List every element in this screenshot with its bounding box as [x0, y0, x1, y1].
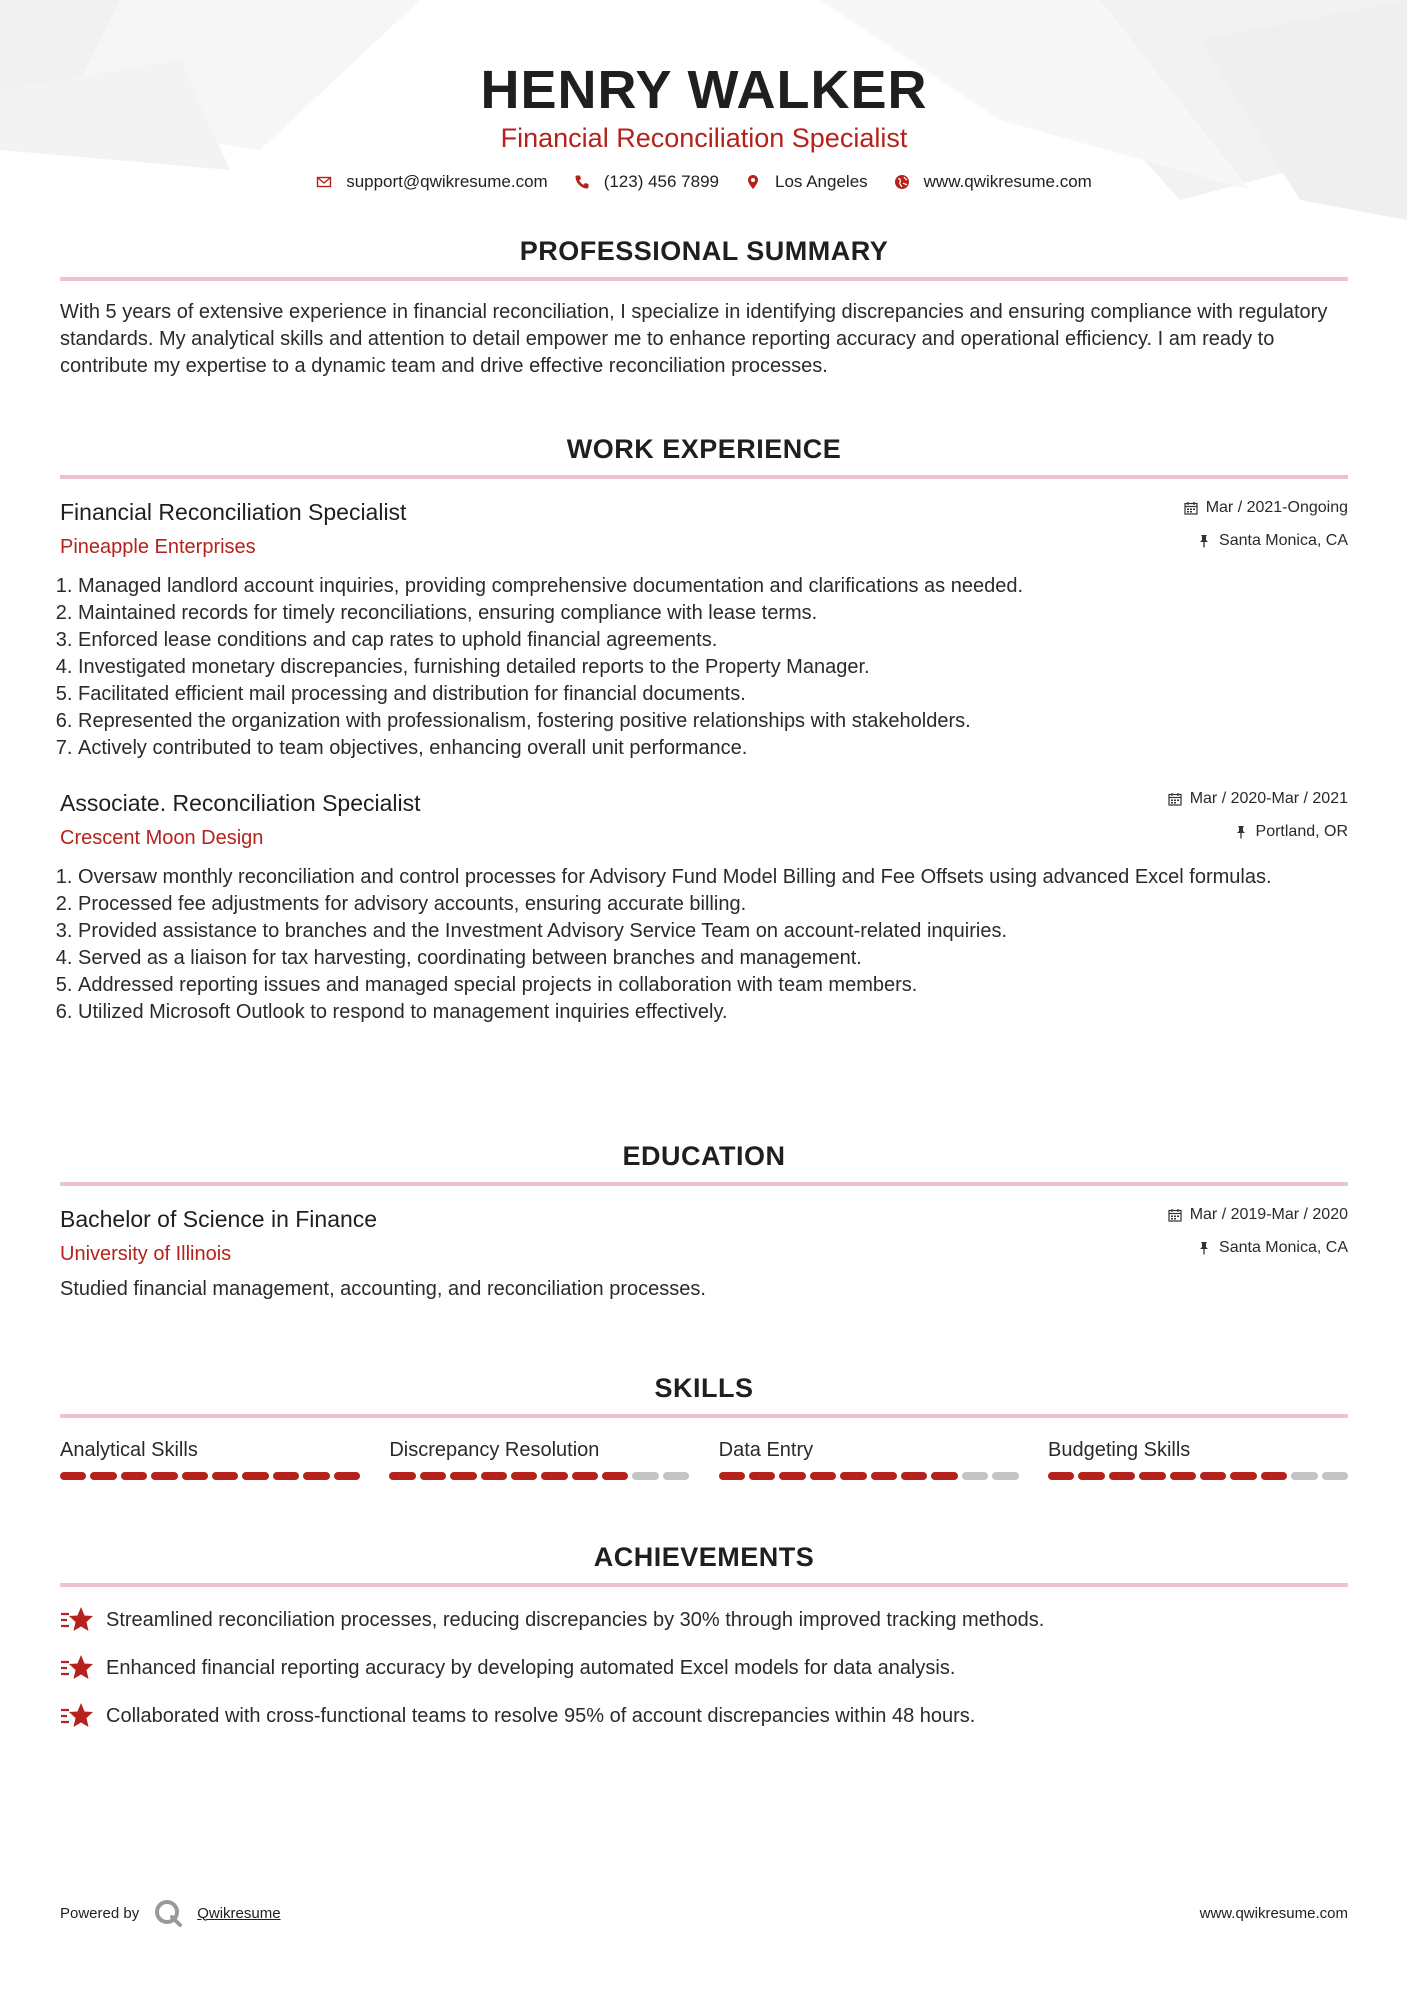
- footer-website[interactable]: www.qwikresume.com: [1199, 1904, 1348, 1922]
- skill-item: [60, 1436, 360, 1480]
- skill-dot-filled: [389, 1472, 415, 1480]
- skill-dot-filled: [602, 1472, 628, 1480]
- skill-dot-empty: [1322, 1472, 1348, 1480]
- job-dates: [1168, 788, 1348, 810]
- skill-dot-filled: [931, 1472, 957, 1480]
- skill-dot-filled: [450, 1472, 476, 1480]
- qwikresume-link[interactable]: Qwikresume: [197, 1904, 281, 1922]
- skill-dot-empty: [1291, 1472, 1317, 1480]
- skill-dot-empty: [962, 1472, 988, 1480]
- job-location-text: Santa Monica, CA: [1219, 532, 1348, 549]
- skill-dot-filled: [1109, 1472, 1135, 1480]
- skill-dot-filled: [511, 1472, 537, 1480]
- contact-location-text: Los Angeles: [775, 172, 868, 191]
- skill-name: Data Entry: [718, 1439, 814, 1461]
- responsibility-item: 6. Utilized Microsoft Outlook to respond to management inquiries effectively.: [78, 999, 1348, 1026]
- skill-dot-filled: [719, 1472, 745, 1480]
- responsibility-item: 3. Provided assistance to branches and the Investment Advisory Service Team on account-related inquiries.: [78, 918, 1348, 945]
- skill-dot-filled: [334, 1472, 360, 1480]
- skill-rating: [1048, 1472, 1348, 1480]
- section-title-achievements: ACHIEVEMENTS: [60, 1542, 1348, 1587]
- skill-dot-filled: [1230, 1472, 1256, 1480]
- map-pin-icon: [745, 174, 761, 190]
- school-name: University of Illinois: [60, 1243, 232, 1265]
- section-title-skills: SKILLS: [60, 1373, 1348, 1418]
- responsibility-item: 7. Actively contributed to team objectives, enhancing overall unit performance.: [78, 735, 1348, 762]
- achievement-item: [60, 1653, 1348, 1683]
- contact-website[interactable]: [894, 172, 1092, 192]
- achievement-text: Collaborated with cross-functional teams to resolve 95% of account discrepancies within 48 hours.: [106, 1704, 976, 1727]
- star-icon: [60, 1605, 94, 1635]
- skill-item: [719, 1436, 1019, 1480]
- job-title: Associate. Reconciliation Specialist: [60, 790, 421, 816]
- skill-dot-filled: [541, 1472, 567, 1480]
- section-title-summary: PROFESSIONAL SUMMARY: [60, 236, 1348, 281]
- skill-dot-filled: [303, 1472, 329, 1480]
- responsibility-item: 4. Served as a liaison for tax harvesting, coordinating between branches and management.: [78, 945, 1348, 972]
- achievement-item: [60, 1605, 1348, 1635]
- job-responsibilities: [60, 864, 1348, 1026]
- contact-email-text: support@qwikresume.com: [346, 172, 548, 191]
- phone-icon: [574, 174, 590, 190]
- envelope-icon: [316, 174, 332, 190]
- responsibility-item: 5. Addressed reporting issues and managed special projects in collaboration with team members.: [78, 972, 1348, 999]
- skill-item: [389, 1436, 689, 1480]
- education-location-text: Santa Monica, CA: [1219, 1239, 1348, 1256]
- company-name: Pineapple Enterprises: [60, 536, 256, 558]
- summary-section: [60, 236, 1348, 380]
- achievements-list: [60, 1605, 1348, 1731]
- skill-dot-filled: [273, 1472, 299, 1480]
- skill-dot-filled: [871, 1472, 897, 1480]
- job-location-text: Portland, OR: [1255, 823, 1348, 840]
- globe-icon: [894, 174, 910, 190]
- skill-name: Discrepancy Resolution: [389, 1439, 600, 1461]
- calendar-icon: [1168, 792, 1182, 806]
- skill-dot-filled: [779, 1472, 805, 1480]
- skills-section: [60, 1373, 1348, 1480]
- skill-dot-filled: [1200, 1472, 1226, 1480]
- page-footer: [60, 1898, 1348, 1928]
- skill-item: [1048, 1436, 1348, 1480]
- contact-website-text: www.qwikresume.com: [923, 172, 1092, 191]
- powered-by-label: Powered by: [60, 1904, 140, 1922]
- achievement-text: Streamlined reconciliation processes, reducing discrepancies by 30% through improved tracking methods.: [106, 1608, 1045, 1631]
- skill-dot-filled: [1261, 1472, 1287, 1480]
- skill-dot-filled: [810, 1472, 836, 1480]
- skill-dot-filled: [481, 1472, 507, 1480]
- summary-text: With 5 years of extensive experience in financial reconciliation, I specialize in identifying discrepancies and ensuring compliance with regulatory standards. My analytical skills and attention to detail empower me to enhance reporting accuracy and operational efficiency. I am ready to contribute my expertise to a dynamic team and drive effective reconciliation processes.: [60, 301, 1328, 377]
- responsibility-item: 1. Oversaw monthly reconciliation and control processes for Advisory Fund Model Billing and Fee Offsets using advanced Excel formulas.: [78, 864, 1348, 891]
- skill-rating: [719, 1472, 1019, 1480]
- education-dates: [1168, 1204, 1348, 1226]
- skill-dot-filled: [1078, 1472, 1104, 1480]
- skill-rating: [389, 1472, 689, 1480]
- education-location: [1168, 1237, 1348, 1259]
- pushpin-icon: [1197, 534, 1211, 548]
- star-icon: [60, 1653, 94, 1683]
- skill-dot-filled: [572, 1472, 598, 1480]
- skill-dot-filled: [1048, 1472, 1074, 1480]
- responsibility-item: 1. Managed landlord account inquiries, providing comprehensive documentation and clarifications as needed.: [78, 573, 1348, 600]
- skill-dot-filled: [1170, 1472, 1196, 1480]
- calendar-icon: [1168, 1208, 1182, 1222]
- contact-phone-text: (123) 456 7899: [603, 172, 720, 191]
- skill-dot-filled: [212, 1472, 238, 1480]
- skill-dot-filled: [1139, 1472, 1165, 1480]
- job-title: Financial Reconciliation Specialist: [60, 499, 407, 525]
- skill-dot-filled: [90, 1472, 116, 1480]
- skill-dot-filled: [840, 1472, 866, 1480]
- responsibility-item: 3. Enforced lease conditions and cap rates to uphold financial agreements.: [78, 627, 1348, 654]
- resume-header: [60, 0, 1348, 192]
- pushpin-icon: [1234, 825, 1248, 839]
- degree-title: Bachelor of Science in Finance: [60, 1206, 378, 1232]
- education-description: Studied financial management, accounting, and reconciliation processes.: [60, 1278, 706, 1300]
- job-entry: [60, 497, 1348, 762]
- achievement-item: [60, 1701, 1348, 1731]
- experience-section: [60, 434, 1348, 1052]
- candidate-title: Financial Reconciliation Specialist: [500, 123, 908, 153]
- contact-location: [745, 172, 868, 192]
- skill-dot-filled: [60, 1472, 86, 1480]
- skill-dot-empty: [663, 1472, 689, 1480]
- company-name: Crescent Moon Design: [60, 827, 264, 849]
- calendar-icon: [1184, 501, 1198, 515]
- skill-rating: [60, 1472, 360, 1480]
- section-title-education: EDUCATION: [60, 1141, 1348, 1186]
- achievements-section: [60, 1542, 1348, 1749]
- skill-dot-filled: [420, 1472, 446, 1480]
- job-dates: [1184, 497, 1348, 519]
- resume-page: [60, 0, 1348, 1727]
- skill-dot-filled: [151, 1472, 177, 1480]
- pushpin-icon: [1197, 1241, 1211, 1255]
- skill-dot-filled: [121, 1472, 147, 1480]
- job-dates-text: Mar / 2020-Mar / 2021: [1189, 790, 1348, 807]
- qwikresume-logo-icon: [153, 1898, 183, 1928]
- skills-grid: [60, 1436, 1348, 1480]
- skill-dot-filled: [242, 1472, 268, 1480]
- responsibility-item: 5. Facilitated efficient mail processing and distribution for financial documents.: [78, 681, 1348, 708]
- skill-name: Analytical Skills: [60, 1439, 198, 1461]
- contact-email[interactable]: [316, 172, 548, 192]
- candidate-name: HENRY WALKER: [480, 60, 928, 120]
- job-responsibilities: [60, 573, 1348, 762]
- job-dates-text: Mar / 2021-Ongoing: [1205, 499, 1348, 516]
- education-dates-text: Mar / 2019-Mar / 2020: [1189, 1206, 1348, 1223]
- responsibility-item: 2. Processed fee adjustments for advisory accounts, ensuring accurate billing.: [78, 891, 1348, 918]
- responsibility-item: 6. Represented the organization with professionalism, fostering positive relationships with stakeholders.: [78, 708, 1348, 735]
- job-location: [1184, 530, 1348, 552]
- skill-dot-filled: [901, 1472, 927, 1480]
- skill-dot-empty: [632, 1472, 658, 1480]
- contact-bar: [60, 172, 1348, 192]
- star-icon: [60, 1701, 94, 1731]
- contact-phone[interactable]: [574, 172, 719, 192]
- job-location: [1168, 821, 1348, 843]
- responsibility-item: 2. Maintained records for timely reconciliations, ensuring compliance with lease terms.: [78, 600, 1348, 627]
- responsibility-item: 4. Investigated monetary discrepancies, furnishing detailed reports to the Property Manager.: [78, 654, 1348, 681]
- job-entry: [60, 788, 1348, 1026]
- powered-by: [60, 1898, 281, 1928]
- skill-dot-filled: [749, 1472, 775, 1480]
- education-section: [60, 1141, 1348, 1303]
- section-title-experience: WORK EXPERIENCE: [60, 434, 1348, 479]
- achievement-text: Enhanced financial reporting accuracy by developing automated Excel models for data analysis.: [106, 1656, 956, 1679]
- skill-dot-empty: [992, 1472, 1018, 1480]
- skill-dot-filled: [182, 1472, 208, 1480]
- skill-name: Budgeting Skills: [1047, 1439, 1191, 1461]
